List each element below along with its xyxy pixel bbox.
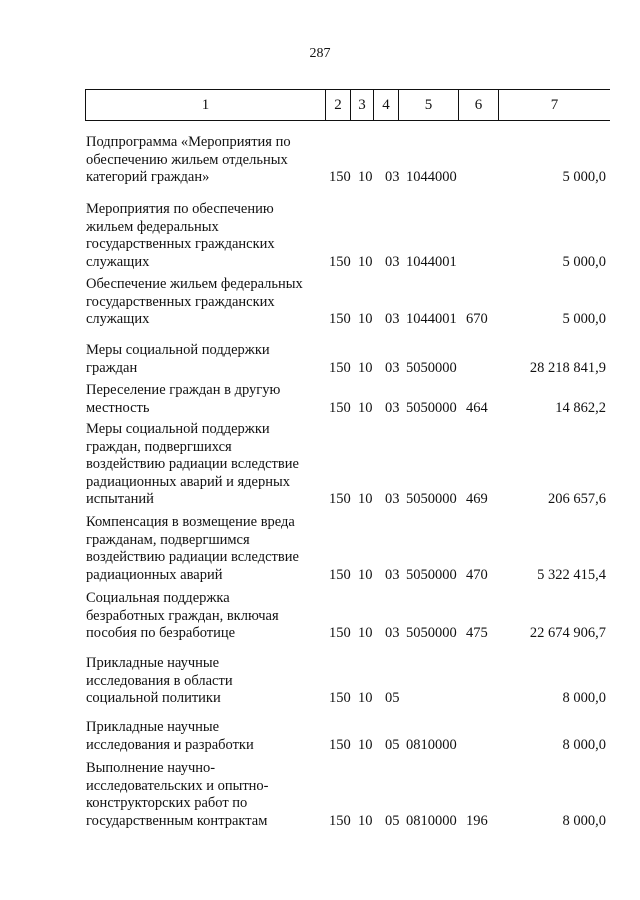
table-row — [0, 655, 640, 708]
row-name — [86, 276, 326, 329]
cell-c2: 150 — [329, 491, 351, 507]
cell-c2: 150 — [329, 736, 351, 753]
row-name-line: испытаний — [86, 491, 154, 507]
cell-c5: 5050000 — [406, 566, 457, 583]
header-col-6: 6 — [458, 90, 498, 120]
table-row — [0, 201, 640, 271]
cell-c3: 10 — [358, 253, 373, 270]
cell-c5: 1044000 — [406, 169, 457, 185]
cell-c3: 10 — [358, 399, 373, 416]
cell-c4: 03 — [385, 359, 400, 376]
cell-c7: 5 000,0 — [562, 169, 606, 185]
row-name-line: Прикладные научные — [86, 655, 220, 671]
row-name-line: государственным контрактам — [86, 812, 268, 829]
cell-c4: 03 — [385, 566, 400, 583]
table-row — [0, 382, 640, 417]
row-name-line: обеспечению жильем отдельных — [86, 151, 288, 168]
header-col-4: 4 — [373, 90, 398, 120]
cell-c5: 5050000 — [406, 491, 457, 507]
cell-c4: 03 — [385, 399, 400, 416]
cell-c5: 5050000 — [406, 625, 457, 641]
row-name-line: граждан, подвергшихся — [86, 438, 232, 455]
cell-c2: 150 — [329, 812, 351, 829]
row-name-line: Меры социальной поддержки — [86, 342, 270, 358]
row-name-line: Компенсация в возмещение вреда — [86, 514, 295, 530]
row-name-line: Подпрограмма «Мероприятия по — [86, 134, 291, 150]
cell-c7: 8 000,0 — [562, 736, 606, 753]
row-name-line: Социальная поддержка — [86, 590, 230, 606]
cell-c3: 10 — [358, 566, 373, 583]
cell-c6: 470 — [466, 566, 488, 583]
row-name-line: гражданам, подвергшимся — [86, 531, 250, 548]
header-col-5: 5 — [398, 90, 458, 120]
row-name-line: государственных гражданских — [86, 293, 275, 310]
cell-c4: 03 — [385, 625, 400, 641]
header-col-1: 1 — [85, 90, 325, 120]
row-name — [86, 760, 326, 830]
cell-c6: 475 — [466, 625, 488, 641]
header-col-7: 7 — [498, 90, 610, 120]
row-name — [86, 342, 326, 377]
cell-c5: 0810000 — [406, 812, 457, 829]
table-row — [0, 276, 640, 329]
cell-c4: 05 — [385, 736, 400, 753]
cell-c3: 10 — [358, 736, 373, 753]
row-name-line: местность — [86, 399, 150, 416]
cell-c6: 469 — [466, 491, 488, 507]
row-name-line: служащих — [86, 311, 150, 327]
cell-c7: 22 674 906,7 — [529, 625, 606, 641]
table-row — [0, 760, 640, 830]
row-name-line: пособия по безработице — [86, 625, 236, 641]
row-name-line: граждан — [86, 359, 138, 376]
row-name-line: государственных гражданских — [86, 236, 275, 252]
row-name-line: конструкторских работ по — [86, 795, 248, 811]
row-name-line: жильем федеральных — [86, 218, 219, 235]
table-row — [0, 342, 640, 377]
cell-c7: 5 000,0 — [562, 311, 606, 327]
row-name — [86, 655, 326, 708]
cell-c7: 8 000,0 — [562, 812, 606, 829]
table-header — [85, 89, 610, 121]
row-name-line: служащих — [86, 253, 150, 270]
row-name-line: Мероприятия по обеспечению — [86, 201, 274, 217]
cell-c7: 28 218 841,9 — [529, 359, 606, 376]
row-name-line: исследования и разработки — [86, 736, 254, 753]
row-name — [86, 201, 326, 271]
row-name — [86, 514, 326, 584]
cell-c2: 150 — [329, 253, 351, 270]
header-col-3: 3 — [350, 90, 373, 120]
table-row — [0, 590, 640, 643]
cell-c2: 150 — [329, 566, 351, 583]
cell-c3: 10 — [358, 311, 373, 327]
header-col-2: 2 — [325, 90, 350, 120]
cell-c7: 14 862,2 — [555, 399, 606, 416]
row-name-line: исследования в области — [86, 672, 233, 689]
cell-c2: 150 — [329, 311, 351, 327]
cell-c7: 8 000,0 — [562, 690, 606, 706]
cell-c2: 150 — [329, 690, 351, 706]
row-name — [86, 719, 326, 754]
cell-c2: 150 — [329, 625, 351, 641]
table-row — [0, 421, 640, 509]
cell-c3: 10 — [358, 359, 373, 376]
cell-c5: 0810000 — [406, 736, 457, 753]
row-name-line: радиационных аварий и ядерных — [86, 473, 290, 490]
row-name — [86, 382, 326, 417]
row-name-line: воздействию радиации вследствие — [86, 456, 299, 472]
cell-c5: 5050000 — [406, 359, 457, 376]
cell-c5: 1044001 — [406, 311, 457, 327]
cell-c7: 5 322 415,4 — [537, 566, 606, 583]
cell-c3: 10 — [358, 690, 373, 706]
row-name-line: категорий граждан» — [86, 169, 210, 185]
cell-c4: 03 — [385, 491, 400, 507]
table-row — [0, 514, 640, 584]
cell-c3: 10 — [358, 625, 373, 641]
cell-c6: 670 — [466, 311, 488, 327]
table-row — [0, 719, 640, 754]
cell-c4: 03 — [385, 253, 400, 270]
cell-c2: 150 — [329, 359, 351, 376]
cell-c7: 5 000,0 — [562, 253, 606, 270]
cell-c7: 206 657,6 — [548, 491, 606, 507]
row-name-line: воздействию радиации вследствие — [86, 549, 299, 565]
cell-c3: 10 — [358, 491, 373, 507]
row-name-line: безработных граждан, включая — [86, 607, 279, 624]
cell-c4: 03 — [385, 169, 400, 185]
row-name-line: Переселение граждан в другую — [86, 382, 281, 398]
cell-c6: 464 — [466, 399, 488, 416]
cell-c6: 196 — [466, 812, 488, 829]
cell-c2: 150 — [329, 169, 351, 185]
cell-c4: 05 — [385, 812, 400, 829]
cell-c5: 5050000 — [406, 399, 457, 416]
row-name — [86, 421, 326, 509]
row-name-line: Обеспечение жильем федеральных — [86, 276, 303, 292]
page-number: 287 — [309, 46, 331, 61]
cell-c4: 05 — [385, 690, 400, 706]
row-name-line: исследовательских и опытно- — [86, 777, 269, 794]
cell-c2: 150 — [329, 399, 351, 416]
row-name — [86, 590, 326, 643]
row-name-line: Меры социальной поддержки — [86, 421, 270, 437]
row-name-line: радиационных аварий — [86, 566, 223, 583]
row-name-line: Прикладные научные — [86, 719, 220, 735]
row-name-line: Выполнение научно- — [86, 760, 216, 776]
cell-c3: 10 — [358, 169, 373, 185]
row-name-line: социальной политики — [86, 690, 221, 706]
cell-c5: 1044001 — [406, 253, 457, 270]
cell-c4: 03 — [385, 311, 400, 327]
row-name — [86, 134, 326, 187]
cell-c3: 10 — [358, 812, 373, 829]
table-row — [0, 134, 640, 187]
